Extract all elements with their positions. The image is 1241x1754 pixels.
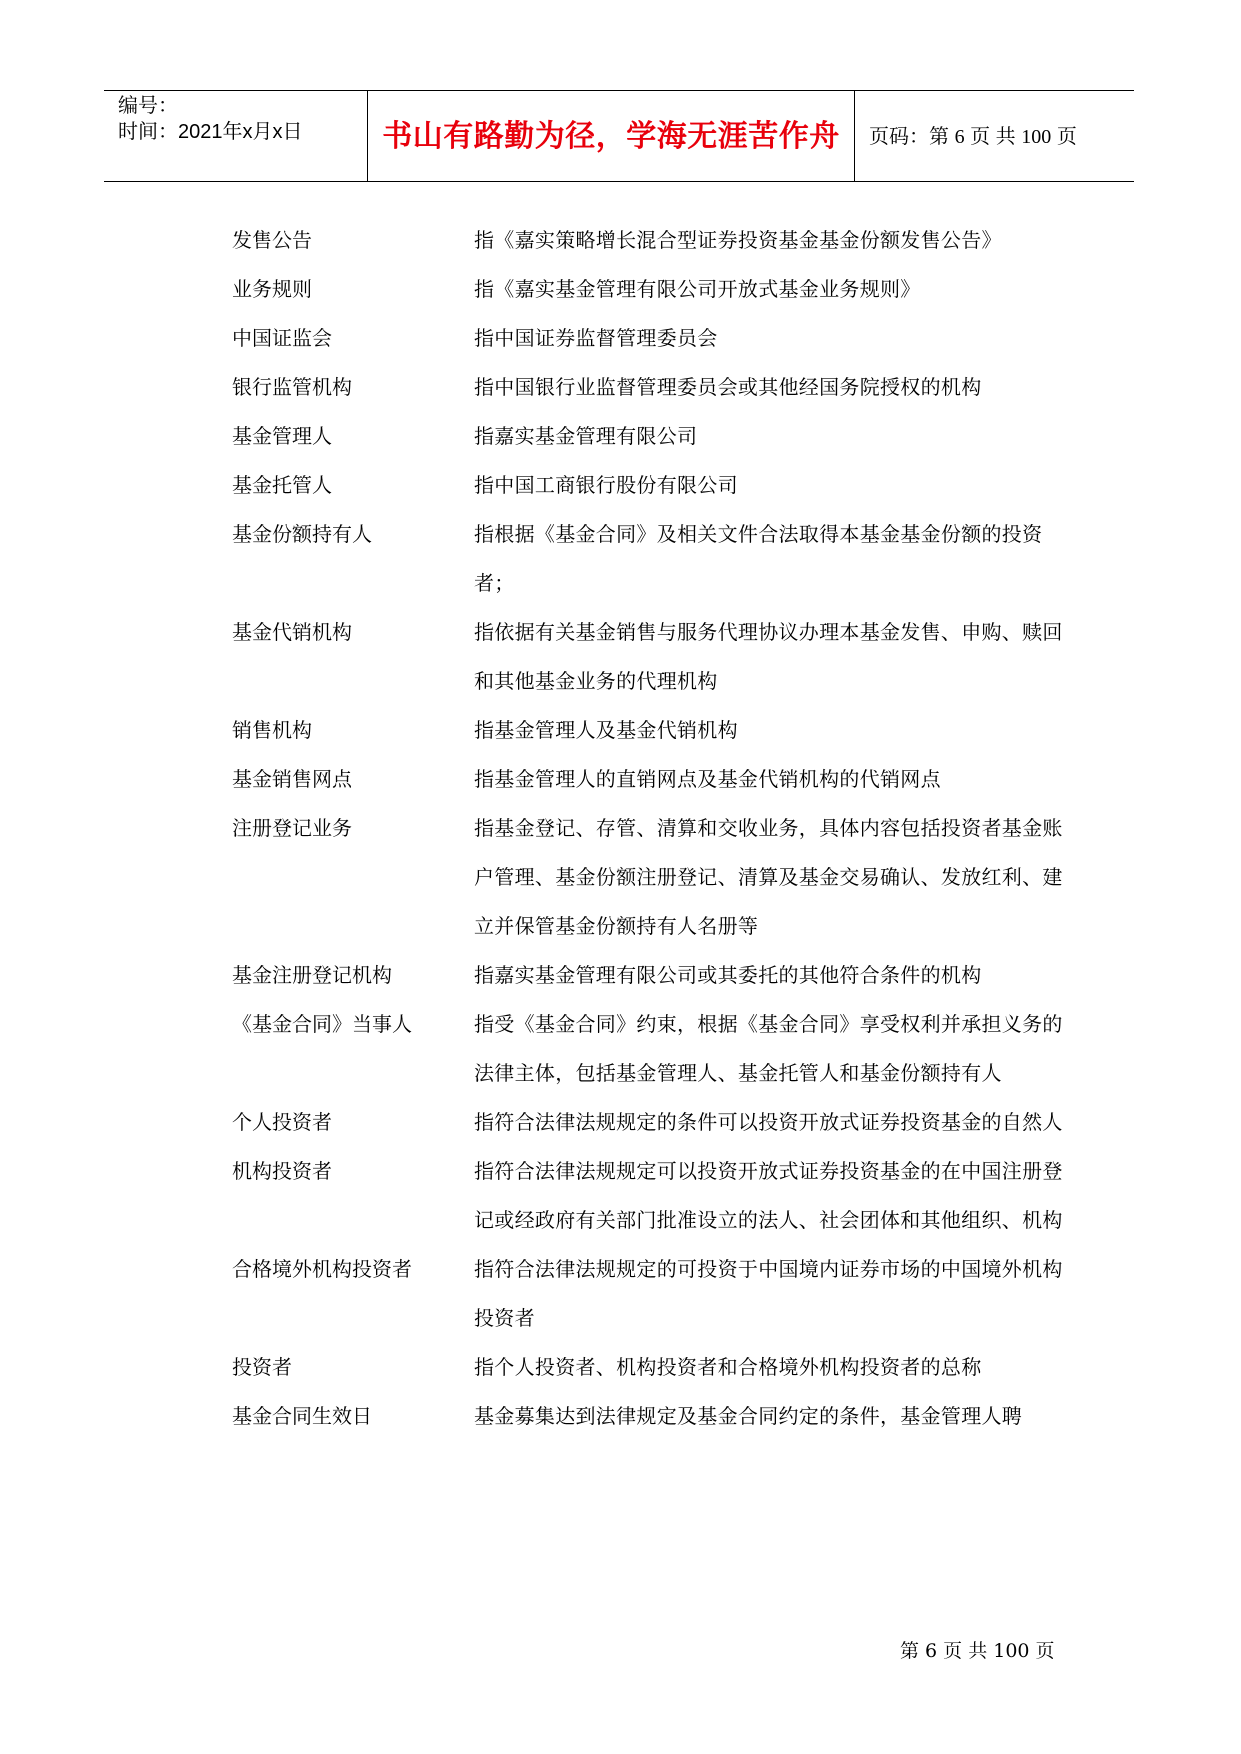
definition-description: 基金募集达到法律规定及基金合同约定的条件，基金管理人聘 <box>474 1404 1023 1428</box>
definition-term: 基金注册登记机构 <box>232 963 392 987</box>
page-total-number: 100 <box>1021 126 1052 148</box>
definition-description: 指中国工商银行股份有限公司 <box>474 473 738 497</box>
definition-term: 合格境外机构投资者 <box>232 1257 412 1281</box>
definition-row <box>232 755 1092 804</box>
definition-term: 投资者 <box>232 1355 292 1379</box>
document-time-label: 时间：2021年x月x日 <box>118 121 303 143</box>
definition-term: 发售公告 <box>232 228 312 252</box>
definition-term: 基金管理人 <box>232 424 332 448</box>
definition-description: 指《嘉实策略增长混合型证券投资基金基金份额发售公告》 <box>474 228 1002 252</box>
definition-row <box>232 1000 1092 1098</box>
header-page-indicator <box>855 91 1134 181</box>
document-number-label: 编号： <box>118 95 178 117</box>
definition-description: 指符合法律法规规定的条件可以投资开放式证券投资基金的自然人 <box>474 1110 1063 1134</box>
definition-term: 基金托管人 <box>232 473 332 497</box>
definition-term: 机构投资者 <box>232 1159 332 1183</box>
definition-row <box>232 265 1092 314</box>
definition-term: 基金合同生效日 <box>232 1404 372 1428</box>
definition-row <box>232 608 1092 706</box>
definition-description: 指基金管理人的直销网点及基金代销机构的代销网点 <box>474 767 941 791</box>
page-header <box>104 90 1134 182</box>
definition-description: 指嘉实基金管理有限公司 <box>474 424 698 448</box>
definition-term: 注册登记业务 <box>232 816 352 840</box>
definition-description: 指符合法律法规规定的可投资于中国境内证券市场的中国境外机构投资者 <box>474 1257 1063 1330</box>
page-current-number: 6 <box>954 126 965 148</box>
definition-row <box>232 1098 1092 1147</box>
page-prefix: 页码：第 <box>869 126 949 148</box>
definitions-list <box>232 216 1092 1441</box>
definition-row <box>232 412 1092 461</box>
definition-row <box>232 461 1092 510</box>
definition-row <box>232 951 1092 1000</box>
definition-description: 指《嘉实基金管理有限公司开放式基金业务规则》 <box>474 277 921 301</box>
definition-row <box>232 1147 1092 1245</box>
page-suffix: 页 <box>1056 126 1077 148</box>
definition-term: 销售机构 <box>232 718 312 742</box>
definition-row <box>232 1245 1092 1343</box>
definition-description: 指依据有关基金销售与服务代理协议办理本基金发售、申购、赎回和其他基金业务的代理机构 <box>474 620 1063 693</box>
definition-description: 指基金登记、存管、清算和交收业务，具体内容包括投资者基金账户管理、基金份额注册登记、清算及基金交易确认、发放红利、建立并保管基金份额持有人名册等 <box>474 816 1063 938</box>
definition-description: 指受《基金合同》约束，根据《基金合同》享受权利并承担义务的法律主体，包括基金管理人、基金托管人和基金份额持有人 <box>474 1012 1063 1085</box>
definition-term: 业务规则 <box>232 277 312 301</box>
definition-row <box>232 706 1092 755</box>
definition-row <box>232 1392 1092 1441</box>
header-motto: 书山有路勤为径，学海无涯苦作舟 <box>368 91 855 181</box>
page-footer: 第 6 页 共 100 页 <box>900 1640 1055 1662</box>
definition-term: 基金份额持有人 <box>232 522 372 546</box>
definition-description: 指嘉实基金管理有限公司或其委托的其他符合条件的机构 <box>474 963 982 987</box>
definition-term: 基金销售网点 <box>232 767 352 791</box>
header-left-cell <box>104 91 368 181</box>
definition-row <box>232 804 1092 951</box>
definition-description: 指根据《基金合同》及相关文件合法取得本基金基金份额的投资者； <box>474 522 1043 595</box>
definition-term: 基金代销机构 <box>232 620 352 644</box>
page-mid: 页 共 <box>970 126 1016 148</box>
definition-term: 《基金合同》当事人 <box>232 1012 412 1036</box>
definition-description: 指中国证券监督管理委员会 <box>474 326 718 350</box>
definition-term: 中国证监会 <box>232 326 332 350</box>
definition-row <box>232 363 1092 412</box>
definition-description: 指中国银行业监督管理委员会或其他经国务院授权的机构 <box>474 375 982 399</box>
definition-description: 指基金管理人及基金代销机构 <box>474 718 738 742</box>
definition-term: 个人投资者 <box>232 1110 332 1134</box>
definition-row <box>232 314 1092 363</box>
definition-row <box>232 216 1092 265</box>
definition-description: 指个人投资者、机构投资者和合格境外机构投资者的总称 <box>474 1355 982 1379</box>
definition-description: 指符合法律法规规定可以投资开放式证券投资基金的在中国注册登记或经政府有关部门批准设立的法人、社会团体和其他组织、机构 <box>474 1159 1063 1232</box>
definition-term: 银行监管机构 <box>232 375 352 399</box>
definition-row <box>232 1343 1092 1392</box>
definition-row <box>232 510 1092 608</box>
